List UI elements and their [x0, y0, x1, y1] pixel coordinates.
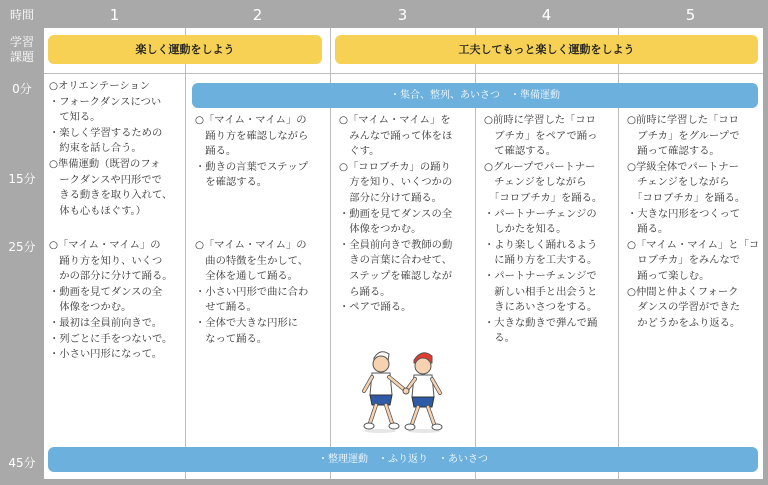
text-line: 「コロブチカ」を踊る。 [627, 191, 746, 204]
topic-pill-second: 工夫してもっと楽しく運動をしよう [335, 35, 758, 64]
text-line: ・最初は全員前向きで。 [49, 316, 163, 329]
text-line: きる動きを取り入れて、 [49, 189, 173, 202]
text-line: 約束を話し合う。 [49, 142, 142, 155]
text-line: ブチカ」をグループで [627, 129, 740, 142]
time-label-25: 25分 [8, 240, 36, 254]
time-label-0: 0分 [12, 82, 32, 96]
column-2-top-text [195, 113, 308, 191]
text-line: ・動画を見てダンスの全 [339, 207, 453, 220]
text-line: 踊って楽しむ。 [627, 269, 710, 282]
text-line: みんなで踊って体をほ [339, 129, 453, 142]
column-1-bottom-text [49, 238, 173, 363]
two-children-dancing-icon [352, 345, 452, 433]
text-line: ・大きな円形をつくって [627, 207, 741, 220]
text-line: 踊る。 [195, 145, 237, 158]
text-line: 部分に分けて踊る。 [339, 191, 442, 204]
time-label-45: 45分 [8, 456, 36, 470]
text-line: 曲の特徴を生かして、 [195, 254, 309, 267]
text-line: 方を知り、いくつかの [339, 176, 453, 189]
column-divider [185, 28, 186, 479]
text-line: ○「マイム・マイム」の [49, 239, 161, 251]
text-line: ○グループでパートナー [484, 160, 596, 173]
text-line: ○「コロブチカ」の踊り [339, 160, 451, 173]
column-header-1: 1 [109, 6, 120, 24]
text-line: かどうかをふり返る。 [627, 316, 741, 329]
text-line: きにあいさつをする。 [484, 301, 598, 314]
text-line: ○オリエンテーション [49, 80, 151, 92]
text-line: せて踊る。 [195, 301, 257, 314]
text-line: ○「マイム・マイム」の [195, 114, 307, 126]
text-line: て知る。 [49, 111, 101, 124]
column-header-4: 4 [541, 6, 552, 24]
text-line: ・大きな動きで弾んで踊 [484, 316, 598, 329]
column-1-top-text [49, 79, 172, 219]
text-line: ・列ごとに手をつないで。 [49, 332, 173, 345]
text-line: 体像をつかむ。 [339, 223, 422, 236]
text-line: 踊り方を確認しながら [195, 129, 309, 142]
text-line: ぐす。 [339, 145, 380, 158]
text-line: 体像をつかむ。 [49, 301, 132, 314]
text-line: 踊って確認する。 [627, 145, 720, 158]
text-line: 新しい相手と出会うと [484, 285, 598, 298]
time-label-15: 15分 [8, 172, 36, 186]
text-line: ロブチカ」をみんなで [627, 254, 741, 267]
text-line: チェンジをしながら [484, 176, 587, 189]
text-line: ・パートナーチェンジの [484, 207, 597, 220]
text-line: ○仲間と仲よくフォーク [627, 285, 739, 298]
right-border [763, 0, 768, 485]
text-line: ・フォークダンスについ [49, 95, 162, 108]
closing-activities-bar: ・整理運動 ・ふり返り ・あいさつ [48, 447, 758, 472]
text-line: ○前時に学習した「コロ [627, 114, 739, 126]
text-line: ○学級全体でパートナー [627, 160, 739, 173]
text-line: 全体を通して踊る。 [195, 270, 298, 283]
text-line: ○前時に学習した「コロ [484, 114, 596, 126]
text-line: ○「マイム・マイム」を [339, 114, 451, 126]
text-line: しかたを知る。 [484, 223, 567, 236]
text-line: 「コロブチカ」を踊る。 [484, 191, 603, 204]
text-line: ダンスの学習ができた [627, 301, 741, 314]
topic-row-label [0, 35, 44, 65]
text-line: 踊り方を知り、いくつ [49, 254, 163, 267]
column-5-text [627, 113, 759, 331]
column-header-2: 2 [252, 6, 263, 24]
text-line: チェンジをしながら [627, 176, 730, 189]
column-header-3: 3 [397, 6, 408, 24]
text-line: ・楽しく学習するための [49, 126, 163, 139]
text-line: て確認する。 [484, 145, 557, 158]
text-line: ・全体で大きな円形に [195, 316, 298, 329]
column-header-5: 5 [685, 6, 696, 24]
text-line: ・ペアで踊る。 [339, 301, 412, 314]
text-line: なって踊る。 [195, 332, 268, 345]
text-line: ・動画を見てダンスの全 [49, 285, 163, 298]
text-line: ステップを確認しなが [339, 269, 453, 282]
text-line: ・より楽しく踊れるよう [484, 238, 598, 251]
text-line: ら踊る。 [339, 285, 391, 298]
text-line: かの部分に分けて踊る。 [49, 270, 173, 283]
column-3-text [339, 113, 452, 316]
text-line: ・小さい円形で曲に合わ [195, 285, 309, 298]
text-line: きの言葉に合わせて、 [339, 254, 453, 267]
time-header-label: 時間 [9, 8, 34, 22]
text-line: ・動きの言葉でステップ [195, 160, 309, 173]
topic-label-line-2: 課題 [9, 50, 34, 64]
text-line: 体も心もほぐす。） [49, 204, 146, 217]
text-line: ・パートナーチェンジで [484, 269, 597, 282]
text-line: ・全員前向きで教師の動 [339, 238, 453, 251]
text-line: ・小さい円形になって。 [49, 348, 163, 361]
text-line: ブチカ」をペアで踊っ [484, 129, 598, 142]
text-line: ○「マイム・マイム」と「コ [627, 238, 760, 251]
text-line: ークダンスや円形でで [49, 173, 162, 186]
column-2-bottom-text [195, 238, 308, 347]
row-divider [44, 73, 763, 74]
bottom-border [0, 479, 768, 485]
topic-pill-first: 楽しく運動をしよう [48, 35, 322, 64]
text-line: 踊る。 [627, 223, 669, 236]
opening-activities-bar: ・集合、整列、あいさつ ・準備運動 [192, 83, 758, 108]
topic-label-line-1: 学習 [9, 35, 34, 49]
text-line: を確認する。 [195, 176, 268, 189]
column-4-text [484, 113, 602, 347]
text-line: に踊り方を工夫する。 [484, 254, 598, 267]
text-line: ○準備運動（既習のフォ [49, 157, 161, 170]
text-line: る。 [484, 332, 515, 345]
text-line: ○「マイム・マイム」の [195, 239, 307, 251]
